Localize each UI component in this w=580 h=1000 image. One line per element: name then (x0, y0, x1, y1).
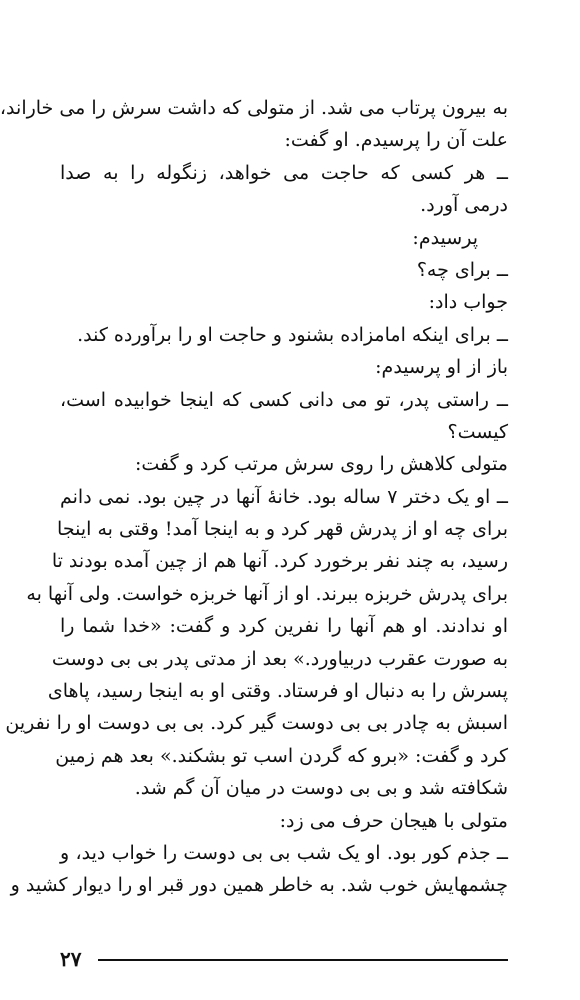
text-line: برای پدرش خربزه ببرند. او از آنها خربزه خواست. ولی آنها به (26, 582, 508, 605)
text-line: ــ برای اینکه امامزاده بشنود و حاجت او را برآورده کند. (77, 323, 508, 346)
text-line: ــ برای چه؟ (416, 258, 508, 281)
text-line: جواب داد: (428, 291, 508, 314)
text-line: به بیرون پرتاب می شد. از متولی که داشت سرش را می خاراند، (0, 97, 508, 119)
text-line: ــ او یک دختر ۷ ساله بود. خانهٔ آنها در چین بود. نمی دانم (60, 485, 509, 508)
text-line: اسبش به چادر بی بی دوست گیر کرد. بی بی دوست او را نفرین (5, 712, 508, 735)
text-line: متولی با هیجان حرف می زد: (279, 809, 508, 832)
text-line: علت آن را پرسیدم. او گفت: (284, 129, 508, 152)
text-line: متولی کلاهش را روی سرش مرتب کرد و گفت: (134, 453, 508, 476)
text-line: رسید، به چند نفر برخورد کرد. آنها هم از چین آمده بودند تا (51, 550, 508, 573)
text-line: کرد و گفت: «برو که گردن اسب تو بشکند.» بعد هم زمین (55, 744, 508, 767)
text-line: برای چه او از پدرش قهر کرد و به اینجا آمد! وقتی به اینجا (57, 518, 508, 541)
text-line: ــ هر کسی که حاجت می خواهد، زنگوله را به صدا (60, 161, 508, 184)
text-line: چشمهایش خوب شد. به خاطر همین دور قبر او را دیوار کشید و (10, 874, 508, 897)
text-line: شکافته شد و بی بی دوست در میان آن گم شد. (134, 777, 508, 800)
page-footer (60, 944, 508, 974)
text-line: ــ راستی پدر، تو می دانی کسی که اینجا خوابیده است، (60, 388, 508, 411)
text-line: درمی آورد. (420, 194, 508, 217)
text-line: پسرش را به دنبال او فرستاد. وقتی او به اینجا رسید، پاهای (47, 680, 508, 703)
text-line: پرسیدم: (412, 226, 478, 249)
text-line: کیست؟ (447, 420, 508, 443)
footer-rule (98, 959, 508, 961)
page-number: ۲۷ (60, 947, 82, 971)
page-body (0, 92, 509, 902)
text-line: باز از او پرسیدم: (375, 356, 508, 379)
text-line: به صورت عقرب دربیاورد.» بعد از مدتی پدر بی بی دوست (51, 647, 508, 670)
text-line: ــ جذم کور بود. او یک شب بی بی دوست را خواب دید، و (60, 841, 508, 864)
text-line: او ندادند. او هم آنها را نفرین کرد و گفت: «خدا شما را (60, 615, 508, 638)
